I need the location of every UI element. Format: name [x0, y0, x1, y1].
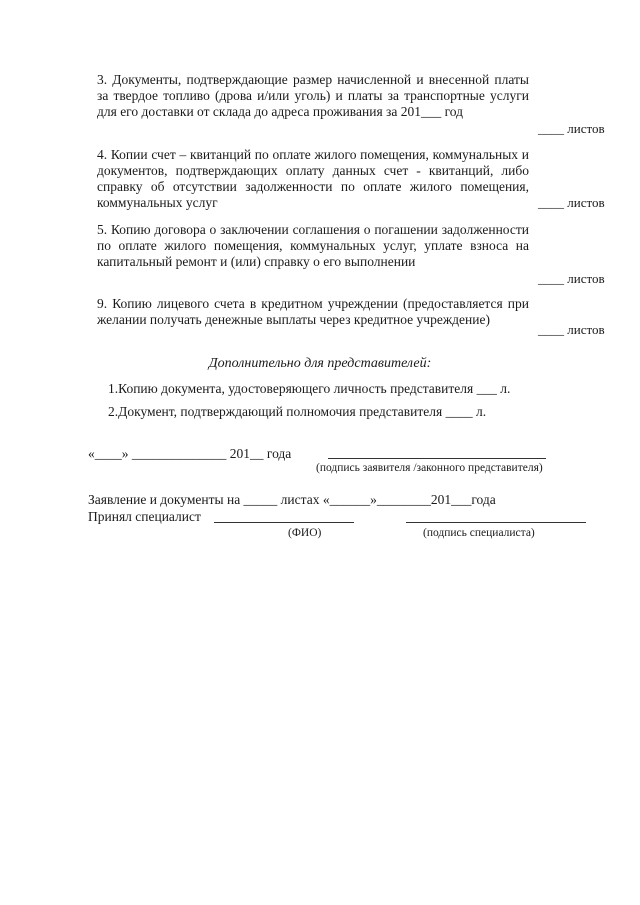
receipt-line: Заявление и документы на _____ листах «______»________201___года [88, 492, 496, 507]
specialist-label: Принял специалист [88, 509, 201, 524]
fio-caption: (ФИО) [288, 527, 322, 539]
applicant-signature-caption: (подпись заявителя /законного представителя) [316, 462, 543, 474]
specialist-signature-caption: (подпись специалиста) [423, 527, 535, 539]
item-text: 4. Копии счет – квитанций по оплате жилого помещения, коммунальных и документов, подтверждающих оплату данных счет - квитанций, либо справку об отсутствии задолженности по оплате жилого помещения, коммунальных услуг [97, 147, 529, 210]
specialist-signature-line [406, 522, 586, 523]
representative-id-line: 1.Копию документа, удостоверяющего личность представителя ___ л. [108, 381, 511, 396]
document-item-5 [97, 222, 529, 270]
item-text: 9. Копию лицевого счета в кредитном учреждении (предоставляется при желании получать денежные выплаты через кредитное учреждение) [97, 296, 529, 327]
representatives-title: Дополнительно для представителей: [208, 356, 432, 371]
sheets-count-4: ____ листов [538, 195, 605, 210]
item-text: 3. Документы, подтверждающие размер начисленной и внесенной платы за твердое топливо (дрова и/или уголь) и платы за транспортные услуги для его доставки от склада до адреса проживания за 201___ год [97, 72, 529, 119]
sheets-count-5: ____ листов [538, 271, 605, 286]
applicant-signature-line [328, 458, 546, 459]
sheets-count-9: ____ листов [538, 322, 605, 337]
document-item-4 [97, 147, 529, 211]
specialist-fio-line [214, 522, 354, 523]
sheets-count-3: ____ листов [538, 121, 605, 136]
document-item-9 [97, 296, 529, 328]
item-text: 5. Копию договора о заключении соглашения о погашении задолженности по оплате жилого помещения, коммунальных услуг, уплате взноса на капитальный ремонт и (или) справку о его выполнении [97, 222, 529, 269]
document-item-3 [97, 72, 529, 120]
representative-authority-line: 2.Документ, подтверждающий полномочия представителя ____ л. [108, 404, 487, 419]
signature-date-line: «____» ______________ 201__ года [88, 446, 292, 461]
